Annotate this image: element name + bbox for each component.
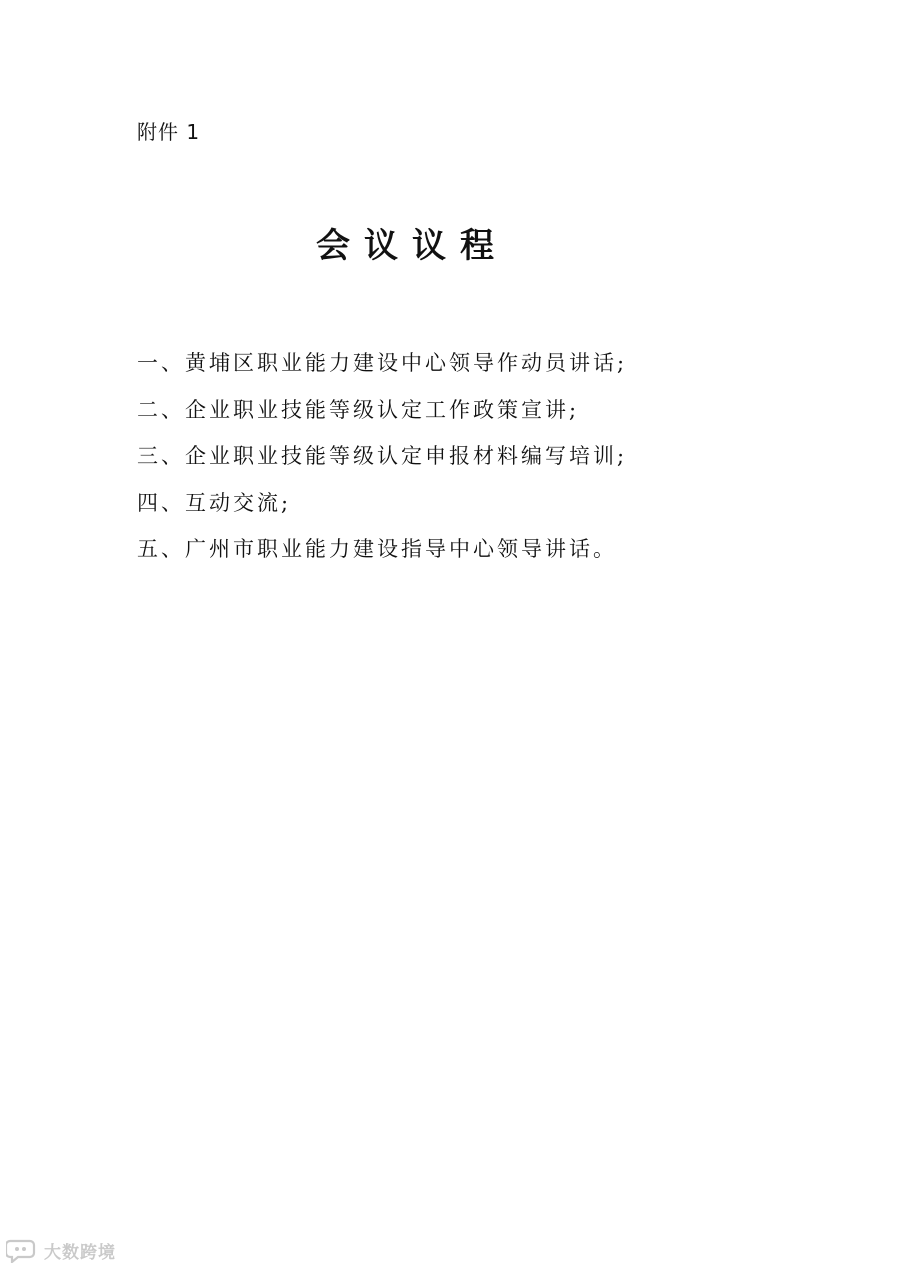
speech-bubble-logo-icon	[6, 1237, 40, 1263]
agenda-item-1: 一、黄埔区职业能力建设中心领导作动员讲话;	[137, 351, 628, 375]
attachment-label: 附件 1	[137, 120, 201, 144]
agenda-item-3: 三、企业职业技能等级认定申报材料编写培训;	[137, 444, 628, 468]
page-title: 会议议程	[316, 226, 508, 266]
watermark-text: 大数跨境	[44, 1242, 116, 1263]
watermark	[6, 1237, 116, 1263]
agenda-item-2: 二、企业职业技能等级认定工作政策宣讲;	[137, 397, 580, 422]
agenda-item-4: 四、互动交流;	[137, 490, 292, 515]
agenda-list	[137, 340, 837, 573]
agenda-item-5: 五、广州市职业能力建设指导中心领导讲话。	[137, 537, 617, 561]
